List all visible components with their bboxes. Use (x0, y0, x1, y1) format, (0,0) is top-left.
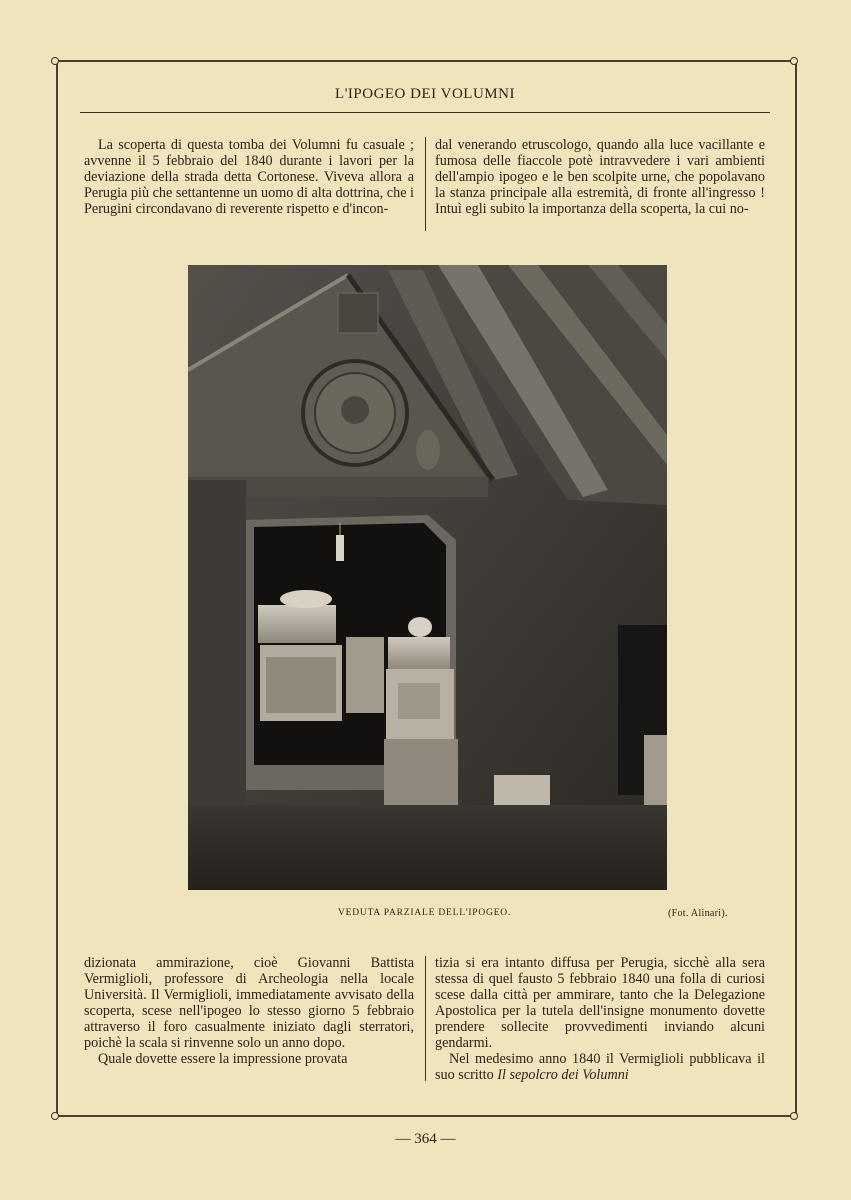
frame-corner-ornament (51, 57, 59, 65)
text-column-top-left (84, 137, 414, 217)
page-number: — 364 — (395, 1131, 456, 1147)
paragraph: La scoperta di questa tomba dei Volumni fu casuale ; avvenne il 5 febbraio del 1840 durante i lavori per la deviazione della strada detta Cortonese. Viveva allora a Perugia più che settantenne un uomo di alta dottrina, che i Perugini circondavano di reverente rispetto e d'incon- (84, 137, 414, 217)
head-rule (80, 112, 770, 113)
paragraph: tizia si era intanto diffusa per Perugia, sicchè alla sera stessa di quel fausto 5 febbraio 1840 una folla di curiosi scese dalla città per ammirare, tanto che la Delegazione Apostolica per la tutela dell'insigne monumento dovette prendere sollecite provvedimenti inviando alcuni gendarmi. (435, 955, 765, 1051)
text-column-top-right (435, 137, 765, 217)
frame-right-rule (795, 62, 797, 1115)
paragraph: dizionata ammirazione, cioè Giovanni Battista Vermiglioli, professore di Archeologia nella locale Università. Il Vermiglioli, immediatamente avvisato della scoperta, scese nell'ipogeo lo stesso giorno 5 febbraio attraverso il foro casualmente iniziato dagli sterratori, poichè la scala si rinvenne solo un anno dopo. (84, 955, 414, 1051)
frame-corner-ornament (790, 57, 798, 65)
frame-bottom-rule (58, 1115, 795, 1117)
running-head: L'IPOGEO DEI VOLUMNI (335, 86, 515, 102)
frame-corner-ornament (790, 1112, 798, 1120)
frame-left-rule (56, 62, 58, 1115)
text-column-bottom-left (84, 955, 414, 1067)
paragraph-text: Nel medesimo anno 1840 il Vermiglioli pubblicava il suo scritto (435, 1051, 765, 1083)
book-title: Il sepolcro dei Volumni (497, 1067, 629, 1083)
frame-top-rule (58, 60, 795, 62)
column-divider (425, 956, 426, 1081)
column-divider (425, 137, 426, 231)
text-column-bottom-right (435, 955, 765, 1083)
paragraph: dal venerando etruscologo, quando alla luce vacillante e fumosa delle fiaccole potè intravvedere i vari ambienti dell'ampio ipogeo e le ben scolpite urne, che popolavano la stanza principale alla estremità, di fronte all'ingresso ! Intuì egli subito la importanza della scoperta, la cui no- (435, 137, 765, 217)
paragraph: Quale dovette essere la impressione provata (98, 1051, 348, 1067)
photo-credit: (Fot. Alinari). (668, 908, 728, 919)
photo-caption: VEDUTA PARZIALE DELL'IPOGEO. (338, 908, 512, 918)
tomb-photo-illustration (188, 265, 667, 890)
tomb-interior-photo (188, 265, 667, 890)
frame-corner-ornament (51, 1112, 59, 1120)
paragraph (435, 1051, 765, 1083)
